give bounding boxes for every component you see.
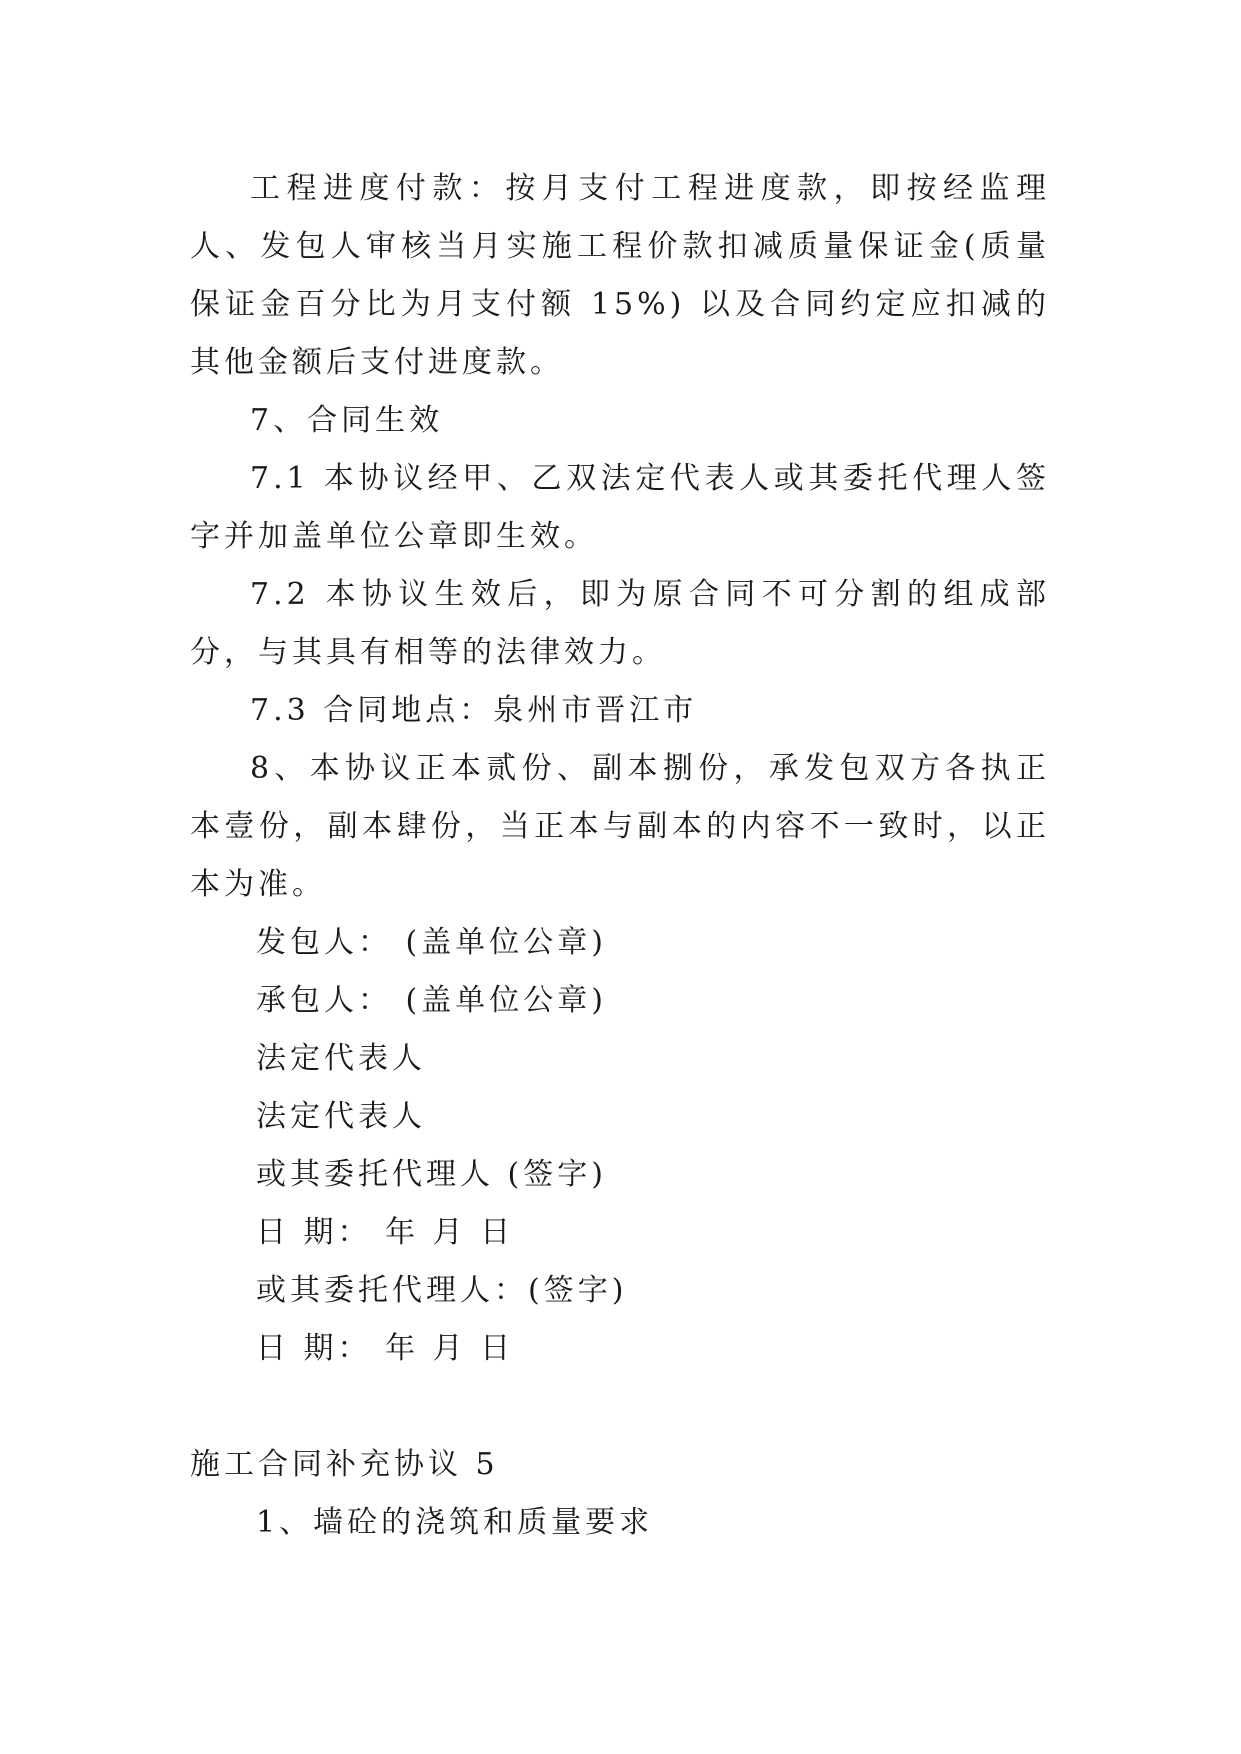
paragraph-contract-effect-heading: 7、合同生效	[250, 403, 444, 438]
paragraph-clause-7-3: 7.3 合同地点：泉州市晋江市	[250, 693, 698, 728]
document-body	[190, 160, 1050, 1552]
paragraph-clause-7-1: 7.1 本协议经甲、乙双法定代表人或其委托代理人签字并加盖单位公章即生效。	[190, 461, 1050, 554]
signature-line-employer: 发包人： (盖单位公章)	[256, 925, 607, 960]
section-item-1: 1、墙砼的浇筑和质量要求	[256, 1505, 654, 1540]
signature-line-contractor: 承包人： (盖单位公章)	[256, 983, 607, 1018]
paragraph-clause-7-2: 7.2 本协议生效后，即为原合同不可分割的组成部分，与其具有相等的法律效力。	[190, 577, 1050, 670]
signature-line-agent-1: 或其委托代理人 (签字)	[256, 1157, 607, 1192]
signature-line-date-2: 日 期： 年 月 日	[256, 1331, 515, 1366]
section-title: 施工合同补充协议 5	[190, 1447, 499, 1482]
paragraph-progress-payment: 工程进度付款：按月支付工程进度款，即按经监理人、发包人审核当月实施工程价款扣减质量保证金(质量保证金百分比为月支付额 15%) 以及合同约定应扣减的其他金额后支付进度款。	[190, 171, 1050, 380]
signature-line-legal-rep-2: 法定代表人	[256, 1099, 426, 1134]
signature-line-date-1: 日 期： 年 月 日	[256, 1215, 515, 1250]
signature-line-agent-2: 或其委托代理人：(签字)	[256, 1273, 628, 1308]
paragraph-clause-8: 8、本协议正本贰份、副本捌份，承发包双方各执正本壹份，副本肆份，当正本与副本的内容不一致时，以正本为准。	[190, 751, 1050, 902]
signature-line-legal-rep-1: 法定代表人	[256, 1041, 426, 1076]
section-spacer	[190, 1378, 1050, 1436]
